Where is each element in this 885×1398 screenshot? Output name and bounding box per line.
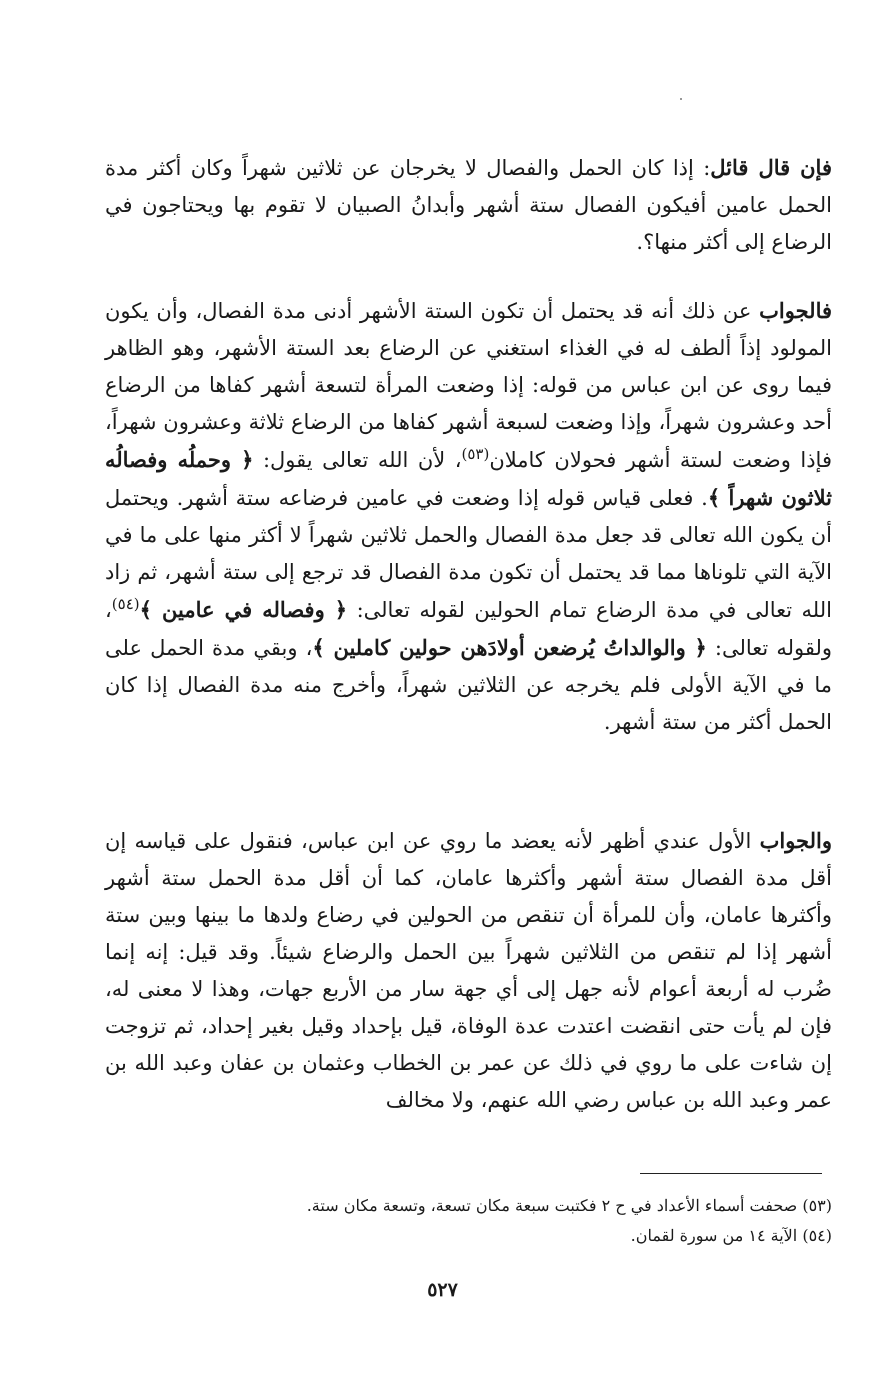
paragraph-3	[105, 822, 832, 1119]
footnote-divider	[640, 1173, 822, 1174]
quran-quote: ﴿ وفصاله في عامين ﴾	[139, 597, 348, 622]
paragraph-text: ، لأن الله تعالى يقول:	[253, 448, 462, 472]
page-number: ٥٢٧	[427, 1279, 458, 1301]
paragraph-text: عن ذلك أنه قد يحتمل أن تكون الستة الأشهر أدنى مدة الفصال، وأن يكون المولود إذاً ألطف له في الغذاء استغني عن الرضاع بعد الستة الأشهر، وهو الظاهر فيما روى عن ابن عباس من قوله: إذا وضعت المرأة لتسعة أشهر كفاها من الرضاع أحد وعشرون شهراً، وإذا وضعت لسبعة أشهر كفاها من الرضاع ثلاثة وعشرون شهراً، فإذا وضعت لستة أشهر فحولان كاملان	[105, 299, 832, 472]
footnote-54: (٥٤) الآية ١٤ من سورة لقمان.	[630, 1226, 832, 1245]
footnote-ref-53[interactable]: (٥٣)	[461, 445, 490, 463]
paragraph-text: ، ولقوله تعالى:	[105, 598, 832, 660]
paragraph-lead: فالجواب	[759, 298, 832, 323]
quran-quote: ﴿ والوالداتُ يُرضعن أولادَهن حولين كاملين ﴾	[312, 635, 707, 660]
footnote-ref-54[interactable]: (٥٤)	[111, 595, 140, 613]
paragraph-text: ، وبقي مدة الحمل على ما في الآية الأولى فلم يخرجه عن الثلاثين شهراً، وأخرج منه مدة الفصال إذا كان الحمل أكثر من ستة أشهر.	[105, 636, 832, 734]
quran-quote: ﴿ وحملُه وفصالُه ثلاثون شهراً ﴾	[105, 447, 832, 510]
footnotes	[105, 1191, 832, 1251]
paragraph-2	[105, 292, 832, 741]
footnote-53: (٥٣) صحفت أسماء الأعداد في ح ٢ فكتبت سبعة مكان تسعة، وتسعة مكان ستة.	[306, 1196, 832, 1215]
paragraph-lead: فإن قال قائل	[710, 155, 832, 180]
paragraph-1	[105, 149, 832, 261]
scan-speck	[680, 98, 682, 100]
paragraph-text: . فعلى قياس قوله إذا وضعت في عامين فرضاعه ستة أشهر. ويحتمل أن يكون الله تعالى قد جعل مدة الفصال والحمل ثلاثين شهراً لا أكثر منها على ما في الآية التي تلوناها مما قد يحتمل أن تكون مدة الفصال قد ترجع إلى ستة أشهر، ثم زاد الله تعالى في مدة الرضاع تمام الحولين لقوله تعالى:	[105, 486, 832, 622]
paragraph-lead: والجواب	[759, 828, 832, 853]
paragraph-text: الأول عندي أظهر لأنه يعضد ما روي عن ابن عباس، فنقول على قياسه إن أقل مدة الفصال ستة أشهر وأكثرها عامان، كما أن أقل مدة الحمل ستة أشهر وأكثرها عامان، وأن للمرأة أن تنقص من الحولين في رضاع ولدها ما بينها وبين ستة أشهر إذا لم تنقص من الثلاثين شهراً بين الحمل والرضاع شيئاً. وقد قيل: إنه إنما ضُرب له أربعة أعوام لأنه جهل إلى أي جهة سار من الأربع جهات، وهذا لا معنى له، فإن لم يأت حتى انقضت اعتدت عدة الوفاة، قيل بإحداد وقيل بغير إحداد، ثم تزوجت إن شاءت على ما روي في ذلك عن عمر بن الخطاب وعثمان بن عفان وعبد الله بن عمر وعبد الله بن عباس رضي الله عنهم، ولا مخالف	[105, 829, 832, 1112]
paragraph-text: : إذا كان الحمل والفصال لا يخرجان عن ثلاثين شهراً وكان أكثر مدة الحمل عامين أفيكون الفصال ستة أشهر وأبدانُ الصبيان لا تقوم بها ويحتاجون في الرضاع إلى أكثر منها؟.	[105, 156, 832, 254]
